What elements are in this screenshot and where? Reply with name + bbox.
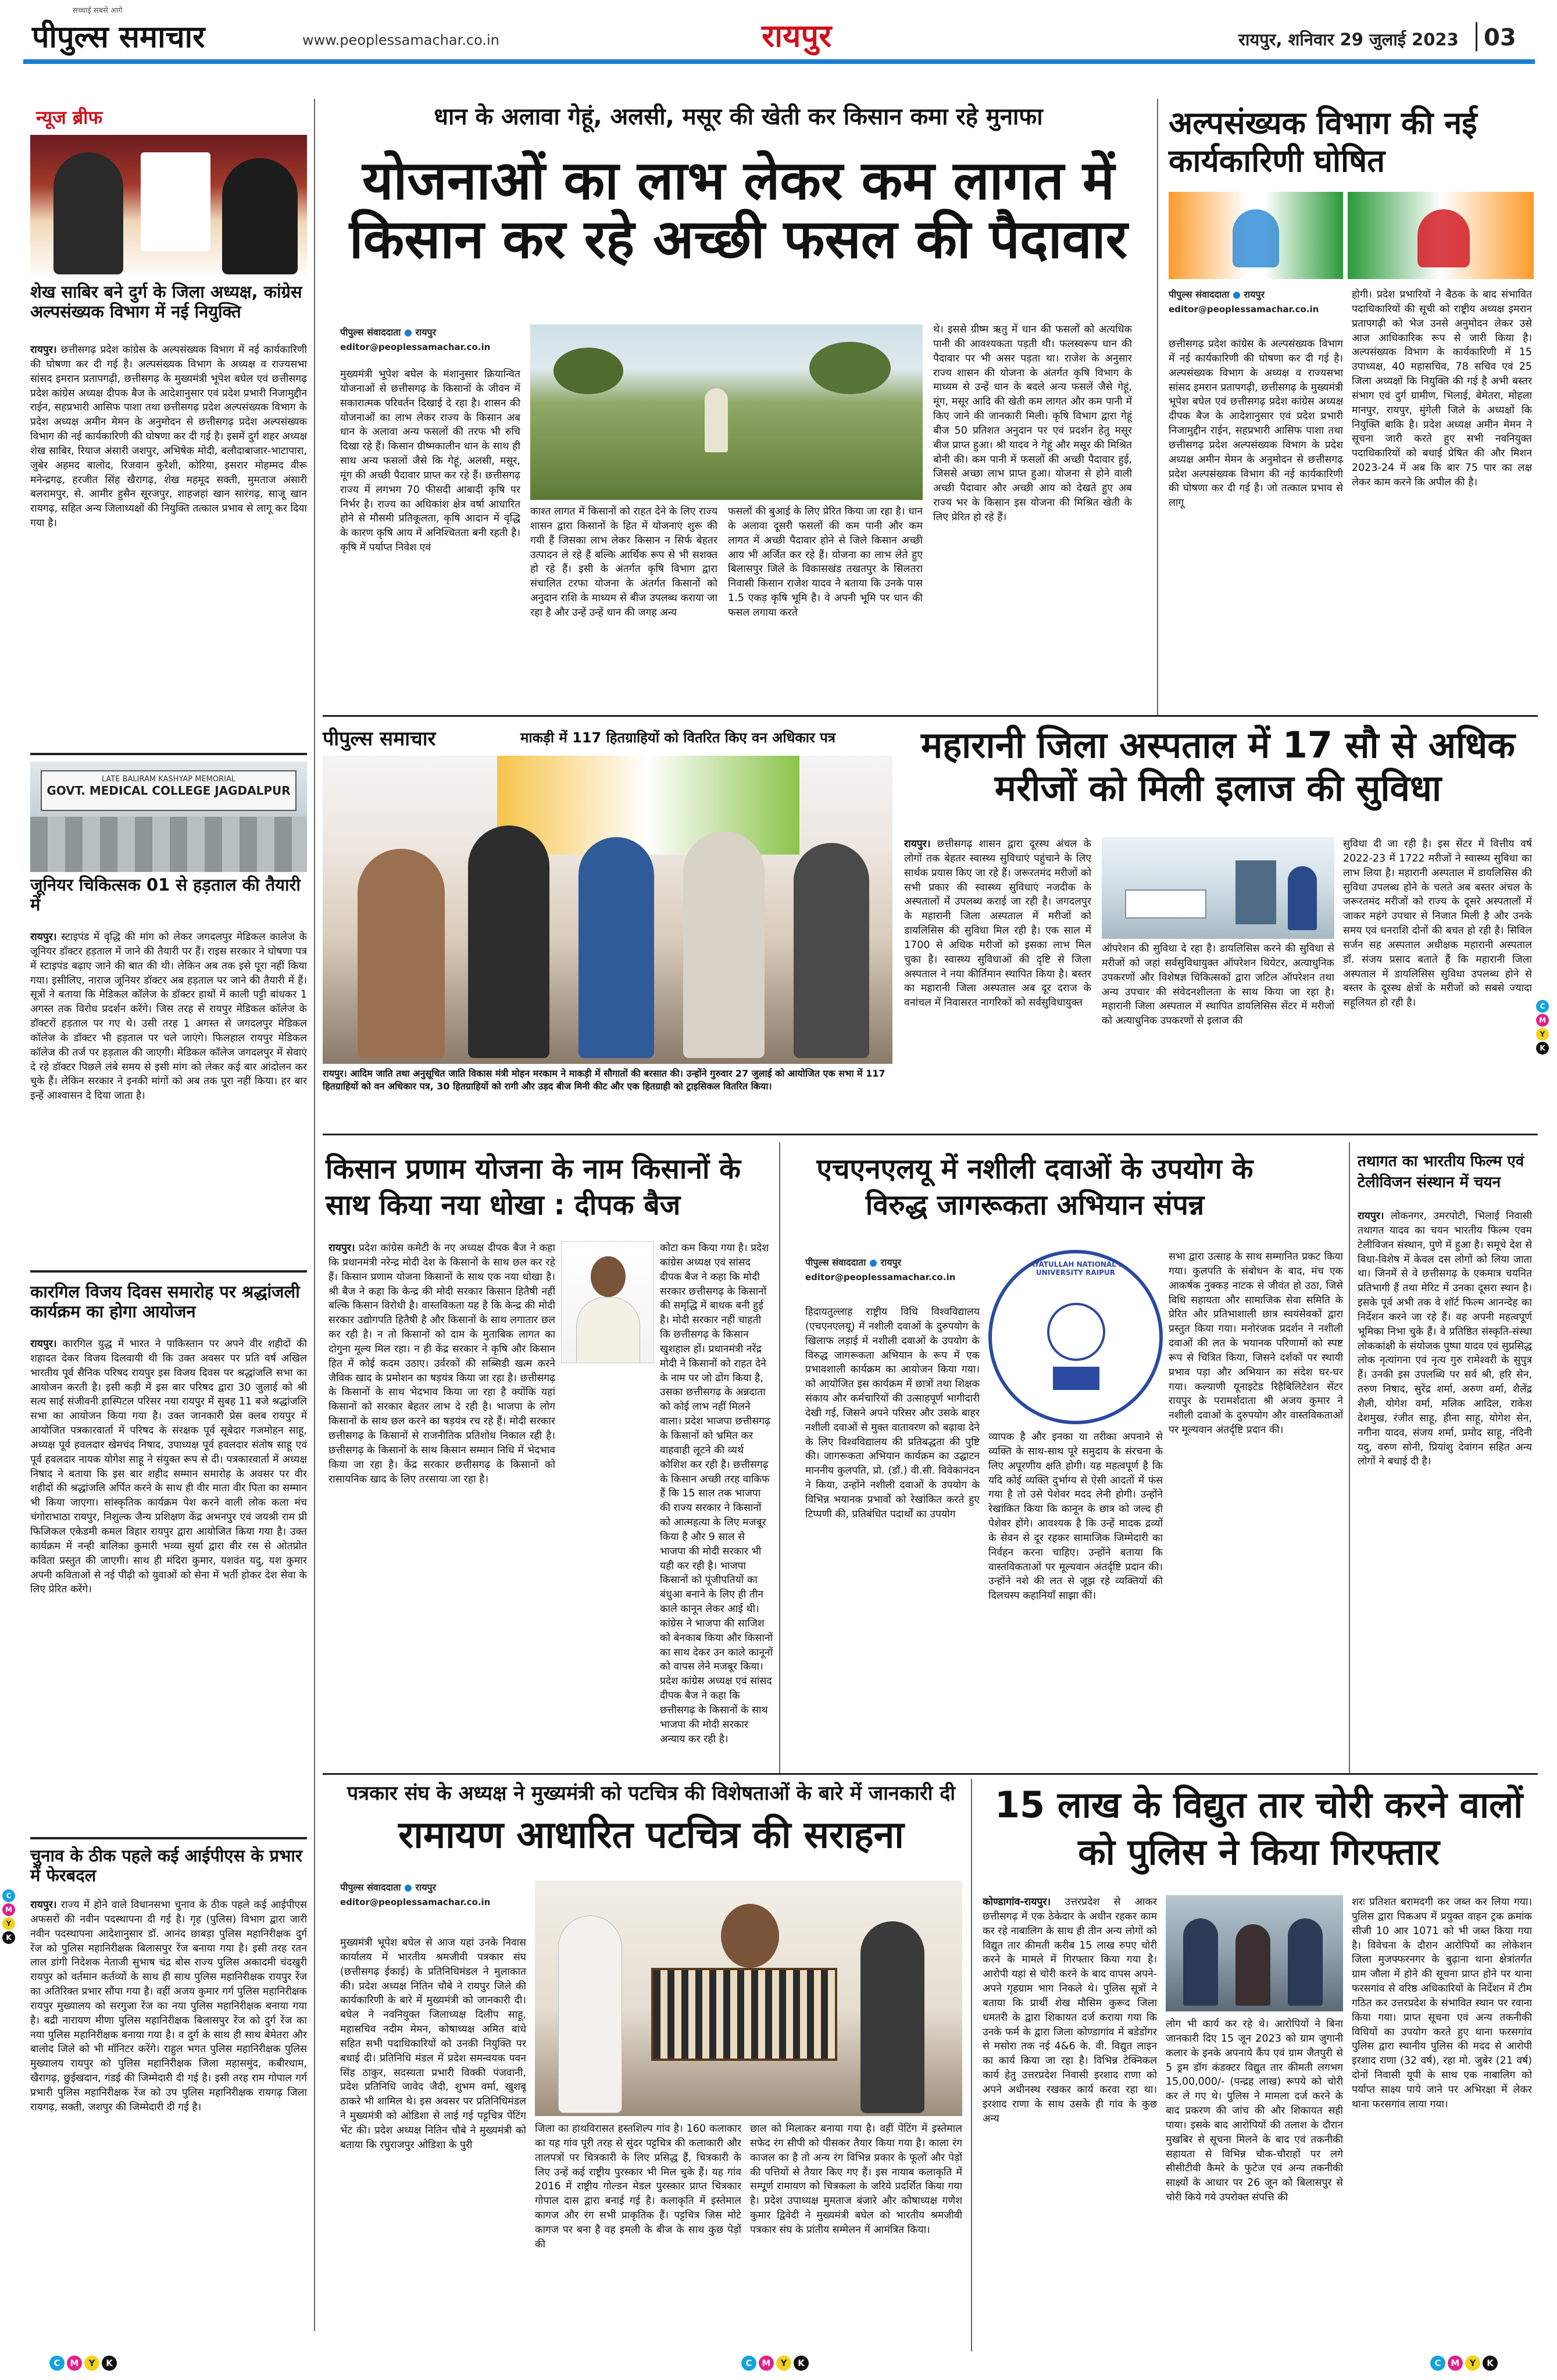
theft-col1 (983, 1895, 1157, 2343)
column-rule (1157, 99, 1158, 715)
nlu-headline: एचएनएलयू में नशीली दवाओं के उपयोग के विरुद्ध जागरूकता अभियान संपन्न (816, 1153, 1254, 1222)
cmyk-m: M (1536, 1014, 1549, 1027)
minority-photo (1169, 192, 1343, 279)
bed-shape (1125, 889, 1206, 919)
hospital-col1 (904, 837, 1091, 1128)
cmyk-k: K (1483, 2356, 1498, 2371)
lead-col4: थे। इससे ग्रीष्म ऋतु में धान की फसलों को अत्यधिक पानी की आवश्यकता पड़ती थी। फलस्वरूप धान की पैदावार पर भी असर पड़ता था। राजेश के अनुसार राज्य शासन की योजना के अंतर्गत कृषि विभाग के माध्यम से उन्हें धान के बदले अन्य फसलें जैसे गेहूं, मूंग, मसूर आदि की खेती कम लागत और कम पानी में किए जाने की जानकारी मिली। कृषि विभाग द्वारा गेहूं बीज 50 प्रतिशत अनुदान पर एवं प्रदर्शन हेतु मसूर बीज प्राप्त हुआ। श्री यादव ने गेहूं और मसूर की मिश्रित बोनी की। कम पानी में फसलों की अच्छी पैदावार हुई, जिससे अच्छा लाभ प्राप्त हुआ। योजना से होने वाली अच्छी पैदावार और अच्छी आय को देखते हुए अब राज्य भर के किसान इस योजना की मिश्रित खेती के लिए प्रेरित हो रहे हैं। (933, 324, 1132, 523)
cmyk-marks-bottom-1 (49, 2356, 117, 2371)
logo-tagline: सच्चाई सबसे आगे (73, 6, 123, 15)
brief1-headline: शेख साबिर बने दुर्ग के जिला अध्यक्ष, कांग्रेस अल्पसंख्यक विभाग में नई नियुक्ति (30, 282, 302, 322)
issue-date: रायपुर, शनिवार 29 जुलाई 2023 (1238, 30, 1459, 49)
brief3-dateline: रायपुर। (30, 1338, 57, 1350)
brief1-photo (30, 135, 307, 279)
hospital-col3: सुविधा दी जा रही है। इस सेंटर में वित्तीय वर्ष 2022-23 में 1722 मरीजों ने स्वास्थ्य सुविधा का लाभ लिया है। महारानी अस्पताल में डायलिसिस की सुविधा उपलब्ध होने के चलते अब बस्तर अंचल के जरूरतमंद मरीजों को राज्य के दूसरे अस्पतालों में जाकर महंगे उपचार से निजात मिली है और उनके समय एवं धनराशि दोनों की बचत हो रही है। सिविल सर्जन सह अस्पताल अधीक्षक महारानी अस्पताल डॉ. संजय प्रसाद बताते हैं कि महारानी जिला अस्पताल में डायलिसिस सुविधा उपलब्ध होने से बस्तर के दूरस्थ क्षेत्रों के मरीजों को सबसे ज्यादा सहूलियत हो रही है। (1343, 838, 1532, 1009)
person-silhouette-icon (721, 1904, 779, 1968)
masthead-rule (23, 59, 1535, 64)
person-silhouette-icon (53, 152, 123, 274)
person-silhouette-icon (794, 843, 869, 1058)
lead-col1: मुख्यमंत्री भूपेश बघेल के मंशानुसार क्रियान्वित योजनाओं से छत्तीसगढ़ के किसानों के जीवन में सकारात्मक परिवर्तन दिखाई दे रहा है। शासन की योजनाओं का लाभ लेकर राज्य के किसान अब धान के अलावा अन्य फसलों की तरफ भी रुचि दिखा रहे हैं। किसान ग्रीष्मकालीन धान के साथ ही साथ अन्य फसलों जैसे कि गेहूं, अलसी, मसूर, मूंग की अच्छी पैदावार प्राप्त कर रहे हैं। छत्तीसगढ़ राज्य में लगभग 70 फीसदी आबादी कृषि पर निर्भर है। राज्य का अधिकांश क्षेत्र वर्षा आधारित होने से मौसमी प्रतिकूलता, कृषि आदान में वृद्धि के कारण कृषि आय में अनिश्चितता बनी रहती है। कृषि में पर्याप्त निवेश एवं (340, 369, 520, 554)
person-silhouette-icon (1288, 866, 1317, 930)
scales-icon (1047, 1303, 1105, 1361)
brief-divider (30, 1837, 307, 1839)
page-number: 03 (1484, 24, 1516, 51)
cmyk-y: Y (776, 2356, 791, 2371)
hospital-dateline: रायपुर। (904, 838, 931, 850)
kisan-dateline: रायपुर। (328, 1242, 355, 1254)
cmyk-marks-bottom-2 (741, 2356, 809, 2371)
news-brief-label: न्यूज ब्रीफ (36, 106, 103, 128)
ramayan-col2: जिला का हाथविरासत हस्तशिल्प गांव है। 160 कलाकार का यह गांव पूरी तरह से सुंदर पट्टचित्र की कलाकारी और तालपत्रों पर चित्रकारी के लिए प्रसिद्ध हैं, चित्रकारी के लिए उन्हें कई राष्ट्रीय पुरस्कार भी मिल चुके हैं। यह गांव 2016 में राष्ट्रीय गोल्डन मेडल पुरस्कार प्राप्त चित्रकार गोपाल दास द्वारा बनाई गई है। कलाकृति में इस्तेमाल कागज और रंग सभी प्राकृतिक हैं। पट्टचित्र जिस मोटे कागज पर बना है वह इमली के बीज के साथ कुछ पेड़ों की (535, 2123, 741, 2250)
minority-col2: होगी। प्रदेश प्रभारियों ने बैठक के बाद संभावित पदाधिकारियों की सूची को राष्ट्रीय अध्यक्ष इमरान प्रतापगढ़ी को भेज उनसे अनुमोदन लेकर उसे आज आधिकारिक रूप से जारी किया है। अल्पसंख्यक विभाग के कार्यकारिणी में 15 उपाध्यक्ष, 40 महासचिव, 78 सचिव एवं 25 जिला अध्यक्षों कि नियुक्ति की गई है अभी बस्तर संभाग एवं दुर्ग ग्रामीण, भिलाई, बेमेतरा, मोहला मानपुर, रायपुर, मुंगेली जिले के अध्यक्षों कि नियुक्ति बाकि है। प्रदेश अध्यक्ष अमीन मेमन ने सूचना जारी करते हुए सभी नवनियुक्त पदाधिकारियों को बधाई प्रेषित की और मिशन 2023-24 में अब कि बार 75 पार का लक्ष लेकर काम करने कि अपील की है। (1352, 289, 1532, 488)
cmyk-y: Y (84, 2356, 99, 2371)
hospital-col2: ऑपरेशन की सुविधा दे रहा है। डायलिसिस करने की सुविधा से मरीजों को जहां सर्वसुविधायुक्त ऑपरेशन थियेटर, अत्याधुनिक उपकरणों और विशेषज्ञ चिकित्सकों द्वारा जटिल ऑपरेशन तथा अन्य उपचार की संवेदनशीलता के साथ किया जा रहा है। महारानी जिला अस्पताल में स्थापित डायलिसिस सेंटर में मरीजों को अत्याधुनिक उपकरणों से इलाज की (1102, 943, 1334, 1027)
nlu-logo (988, 1250, 1163, 1424)
nlu-logo-text: HIDAYATULLAH NATIONAL LAW UNIVERSITY RAIPUR (1015, 1260, 1136, 1277)
cmyk-marks-left (2, 1889, 15, 1944)
cmyk-m: M (67, 2356, 82, 2371)
brief1-text: छत्तीसगढ़ प्रदेश कांग्रेस के अल्पसंख्यक विभाग में नई कार्यकारिणी की घोषणा कर दी गई है। अल्पसंख्यक विभाग के अध्यक्ष व राज्यसभा सांसद इमरान प्रतापगढ़ी, छत्तीसगढ़ के मुख्यमंत्री भूपेश बघेल एवं छत्तीसगढ़ प्रदेश कांग्रेस अध्यक्ष दीपक बैज के आदेशानुसार एवं प्रदेश प्रभारी निजामुद्दीन राईन, सहप्रभारी आसिफ पाशा तथा छत्तीसगढ़ प्रदेश अल्पसंख्यक विभाग के प्रदेश अध्यक्ष अमीन मेमन के अनुमोदन से छत्तीसगढ़ प्रदेश अल्पसंख्यक विभाग की नई कार्यकारिणी की घोषणा कर दी गई है। इसमें दुर्ग शहर अध्यक्ष शेख साबिर, रियाज अंसारी जशपुर, अभिषेक मोदी, बलौदाबाजार-भाटापारा, जुबेर अहमद बालोद, रिजवान कुरैशी, कोरिया, इसरार मोहम्मद वीरू मनेन्द्रगढ़, हरजीत सिंह खैरागढ़, शेख महमूद सक्ती, मुमताज अंसारी बलरामपुर, से. आमीर हुसैन सूरजपुर, शाहजहां खान सारंगढ़, साजू खान रायगढ़, सहित अन्य जिलाध्यक्षों की नियुक्ति तत्काल प्रभाव से लागू कर दिया गया है। (30, 344, 307, 530)
tree-shape (553, 348, 623, 394)
ramayan-photo (535, 1881, 962, 2116)
column-rule (1349, 1142, 1350, 1773)
section-rule (323, 1773, 1538, 1775)
theft-headline: 15 लाख के विद्युत तार चोरी करने वालों को पुलिस ने किया गिरफ्तार (994, 1784, 1523, 1873)
film-dateline: रायपुर। (1358, 1210, 1384, 1222)
brief3-text: कारगिल युद्ध में भारत ने पाकिस्तान पर अपने वीर शहीदों की शहादत देकर विजय दिलवायी थी कि उक्त अवसर पर प्रति वर्ष अखिल भारतीय पूर्व सैनिक परिषद रायपुर इस विजय दिवस पर श्रद्धांजलि सभा का आयोजन करती है। इसी कड़ी में इस बार परिषद द्वारा 30 जुलाई को श्री सत्य साई संजीवनी हास्पिटल परिसर नया रायपुर में सुबह 11 बजे श्रद्धांजलि सभा का आयोजन किया गया है। उक्त जानकारी प्रेस क्लब रायपुर में आयोजित पत्रकारवार्ता में परिषद के संरक्षक पूर्व सूबेदार गजमोहन साहू, अध्यक्ष पूर्व हवलदार खेमचंद निषाद, उपाध्यक्ष पूर्व हवलदार संतोष साहू एवं पूर्व हवलदार नायक योगेश साहू ने संयुक्त रूप से दी। पत्रकारवार्ता में अध्यक्ष निषाद ने बताया कि इस बार शहीद सम्मान समारोह के अवसर पर वीर शहीदों की श्रद्धांजलि अर्पित करने के साथ ही वीर माता वीर पिता का सम्मान भी किया जाएगा। सांस्कृतिक कार्यक्रम पेश करने वाली लोक कला मंच चंगोराभाठा रायपुर, निशुल्क जैन्य प्रशिक्षण केंद्र अभनपुर एवं जयश्री राम प्री फिजिकल एकेडमी कमल विहार रायपुर द्वारा आयोजित किया गया है। उक्त कार्यक्रम में नन्ही बालिका कुमारी भव्या सुर्या द्वारा वीर रस से ओतप्रोत कविता प्रस्तुत की जाएगी। साथ ही मंदिरा कुमार, यशवंत यदु, यश कुमार अपनी कविताओं से नई पीढ़ी को युवाओं को सेना में भर्ती होकर देश सेवा के लिए प्रेरित करेंगे। (30, 1338, 307, 1596)
cmyk-k: K (2, 1931, 15, 1944)
minority-col1: छत्तीसगढ़ प्रदेश कांग्रेस के अल्पसंख्यक विभाग में नई कार्यकारिणी की घोषणा कर दी गई है। अल्पसंख्यक विभाग के अध्यक्ष व राज्यसभा सांसद इमरान प्रतापगढ़ी, छत्तीसगढ़ के मुख्यमंत्री भूपेश बघेल एवं छत्तीसगढ़ प्रदेश कांग्रेस अध्यक्ष दीपक बैज के आदेशानुसार एवं प्रदेश प्रभारी निजामुद्दीन राईन, सहप्रभारी आसिफ पाशा तथा छत्तीसगढ़ प्रदेश अल्पसंख्यक विभाग के प्रदेश अध्यक्ष अमीन मेमन के अनुमोदन से छत्तीसगढ़ प्रदेश अल्पसंख्यक विभाग की नई कार्यकारिणी की घोषणा कर दी गई है। जो तत्काल प्रभाव से लागू (1169, 338, 1343, 509)
cmyk-c: C (741, 2356, 756, 2371)
lead-col2: काश्त लागत में किसानों को राहत देने के लिए राज्य शासन द्वारा किसानों के हित में योजनाएं शुरू की गयी हैं जिसका लाभ लेकर किसान न सिर्फ बेहतर उत्पादन ले रहे हैं बल्कि आर्थिक रूप से भी सशक्त हो रहे हैं। इसी के अंतर्गत कृषि विभाग द्वारा संचालित टरफा योजना के अंतर्गत किसानों को अनुदान राशि के माध्यम से बीज उपलब्ध कराया जा रहा है और उन्हें उन्हें धान की जगह अन्य (530, 506, 717, 619)
brief1-dateline: रायपुर। (30, 344, 57, 356)
cmyk-c: C (49, 2356, 65, 2371)
minority-photo-2 (1348, 192, 1534, 279)
kisan-portrait (561, 1241, 654, 1363)
brief4-body (30, 1898, 307, 2322)
theft-text: उत्तरप्रदेश से आकर छत्तीसगढ़ में एक ठेकेदार के अधीन रहकर काम कर रहे नाबालिग के साथ ही तीन अन्य लोगों को विद्युत तार कीमती करीब 15 लाख रुपए चोरी करने के मामले में गिरफ्तार किया गया है। आरोपी यहां से चोरी करने के बाद वापस अपने-अपने गृहग्राम भाग निकले थे। पुलिस सूत्रों ने बताया कि प्रार्थी शेख मौसिम कुरूद जिला धमतरी के द्वारा शिकायत दर्ज कराया गया कि उनके फर्म के द्वारा जिला कोण्डागांव में बडेडोंगर से मसोरा तक नई 4&6 के. वी. विद्युत लाइन का कार्य किया जा रहा है। विभिन्न टेक्निकल कार्य हेतु उत्तरप्रदेश निवासी इरशाद राणा को अपने अधीनस्थ रखकर कार्य करवा रहा था। इरशाद राणा के साथ उसके ही गांव के कुछ अन्य (983, 1896, 1157, 2125)
brief2-photo (30, 762, 307, 872)
cmyk-c: C (2, 1889, 15, 1902)
theft-photo (1166, 1895, 1343, 2011)
cmyk-marks-bottom-3 (1430, 2356, 1498, 2371)
person-silhouette-icon (683, 831, 765, 1058)
person-silhouette-icon (222, 158, 298, 274)
brief2-body (30, 930, 307, 1267)
college-sign-line2: GOVT. MEDICAL COLLEGE JAGDALPUR (47, 784, 291, 798)
kisan-col2: कोटा कम किया गया है। प्रदेश कांग्रेस अध्यक्ष एवं सांसद दीपक बैज ने कहा कि मोदी सरकार छत्तीसगढ़ के किसानों की समृद्धि में बाधक बनी हुई है। मोदी सरकार नहीं चाहती कि छत्तीसगढ़ के किसान खुशहाल हों। प्रधानमंत्री नरेंद्र मोदी ने किसानों को राहत देने के नाम पर जो ढोंग किया है, उसका छत्तीसगढ़ के अन्नदाता को कोई लाभ नहीं मिलने वाला। प्रदेश भाजपा छत्तीसगढ़ के किसानों को भ्रमित कर वाहवाही लूटने की व्यर्थ कोशिश कर रही है। छत्तीसगढ़ के किसान अच्छी तरह वाकिफ हैं कि 15 साल तक भाजपा की राज्य सरकार ने किसानों को आत्महत्या के लिए मजबूर किया है और 9 साल से भाजपा की मोदी सरकार भी यही कर रही है। भाजपा किसानों को पूंजीपतियों का बंधुआ बनाने के लिए ही तीन काले कानून लेकर आई थी। कांग्रेस ने भाजपा की साजिश को बेनकाब किया और किसानों का साथ देकर उन काले कानूनों को वापस लेने मजबूर किया। प्रदेश कांग्रेस अध्यक्ष एवं सांसद दीपक बैज ने कहा कि छत्तीसगढ़ के किसानों के साथ भाजपा की मोदी सरकार अन्याय कर रही है। (660, 1242, 773, 1745)
brief-divider (30, 1270, 307, 1273)
column-rule (779, 1142, 780, 1773)
kisan-col1 (328, 1241, 555, 1767)
masthead-divider (1476, 22, 1477, 51)
hospital-headline: महारानी जिला अस्पताल में 17 सौ से अधिक मरीजों को मिली इलाज की सुविधा (921, 724, 1515, 810)
person-silhouette-icon (1288, 1918, 1323, 2006)
city-name: रायपुर (762, 17, 832, 54)
kisan-text: प्रदेश कांग्रेस कमेटी के नए अध्यक्ष दीपक बैज ने कहा कि प्रधानमंत्री नरेन्द्र मोदी देश के किसानों के साथ छल कर रहे हैं। किसान प्रणाम योजना किसानों के साथ एक नया धोखा है। श्री बैज ने कहा कि केन्द्र की मोदी सरकार किसान हितैषी नहीं बल्कि किसान विरोधी है। वास्तविकता यह है कि केन्द्र की मोदी सरकार उद्योगपति हितैषी है और किसानों के साथ लगातार छल कर रही है। न तो किसानों को दाम के मुताबिक लागत का दोगुना मूल्य मिल रहा। न ही केंद्र सरकार ने कृषि और किसान हित में कोई कदम उठाए। उर्वरकों की सब्सिडी खत्म करने जैविक खाद के प्रमोशन का षड़यंत्र किया जा रहा है। छत्तीसगढ़ के किसानों के साथ भेदभाव किया जा रहा है क्योंकि यहां किसानों को सरकार बेहतर लाभ दे रही है। भाजपा के लोग किसानों के साथ छल करने का षड़यंत्र रच रहे हैं। मोदी सरकार छत्तीसगढ़ के किसानों से राजनीतिक प्रतिशोध निकाल रही है। छत्तीसगढ़ के किसानों के साथ किसान सम्मान निधि में भेदभाव किया जा रहा है। केंद्र सरकार छत्तीसगढ़ के किसानों को रासायनिक खाद के लिए तरसाया जा रहा है। (328, 1242, 555, 1485)
person-silhouette-icon (558, 1916, 622, 2113)
nlu-byline (805, 1256, 997, 1282)
college-sign (41, 770, 297, 811)
column-rule (971, 1779, 972, 2352)
lead-col3: फसलों की बुआई के लिए प्रेरित किया जा रहा है। धान के अलावा दूसरी फसलों की कम पानी और कम लागत में अच्छी पैदावार होने से जिले किसान अच्छी आय भी अर्जित कर रहे हैं। योजना का लाभ लेते हुए बिलासपुर जिले के विकासखंड तखतपुर के सिलतरा निवासी किसान राजेश यादव ने बताया कि उनके पास 1.5 एकड़ कृषि भूमि है। वे अपनी भूमि पर धान की फसल लगाया करते (728, 506, 923, 619)
byline-email[interactable]: editor@peoplessamachar.co.in (1169, 304, 1319, 315)
cmyk-k: K (1536, 1042, 1549, 1055)
person-silhouette-icon (468, 826, 549, 1058)
strip-header (323, 722, 892, 751)
logo-text: पीपुल्स समाचार (32, 20, 205, 55)
hospital-photo (1102, 837, 1334, 939)
strip-logo: पीपुल्स समाचार (323, 727, 436, 751)
person-silhouette-icon (358, 849, 445, 1058)
cmyk-marks-right (1536, 1000, 1549, 1055)
byline: पीपुल्स संवाददाता ● रायपुर (805, 1257, 902, 1268)
byline: पीपुल्स संवाददाता ● रायपुर (1169, 289, 1265, 300)
section-rule (323, 1134, 1538, 1135)
brief4-headline: चुनाव के ठीक पहले कई आईपीएस के प्रभार में फेरबदल (30, 1846, 302, 1886)
person-silhouette-icon (1235, 1924, 1270, 2006)
film-headline: तथागत का भारतीय फिल्म एवं टेलीविजन संस्थान में चयन (1358, 1153, 1524, 1192)
farmer-figure (705, 388, 728, 452)
tree-shape (809, 342, 891, 394)
brief2-dateline: रायपुर। (30, 931, 57, 943)
banner-shape (497, 756, 799, 855)
brief2-text: स्टाइपंड में वृद्धि की मांग को लेकर जगदलपुर मेडिकल कालेज के जूनियर डॉक्टर हड़ताल में जाने की तैयारी पर हैं। राइस सरकार ने घोषणा पत्र में स्टाइपंड बढ़ाए जाने की बात की थी। लेकिन अब तक इसे पूरा नहीं किया गया। इसीलिए, नाराज जूनियर डॉक्टर अब हड़ताल पर जाने की तैयारी में हैं। सूत्रों ने बताया कि मेडिकल कॉलेज के डॉक्टर हाथों में काली पट्टी बांधकर 1 अगस्त तक विरोध प्रदर्शन करेंगे। जिस तरह से रायपुर मेडिकल कॉलेज के डॉक्टरों हड़ताल पर गए थे। उसी तरह 1 अगस्त से जगदलपुर मेडिकल कॉलेज के डॉक्टर भी हड़ताल पर चले जाएंगे। फिलहाल रायपुर मेडिकल कॉलेज की तर्ज पर हड़ताल की जाएगी। मेडिकल कॉलेज जगदलपुर में सेवाएं दे रहे डॉक्टर पिछले लंबे समय से इसी मांग को लेकर कई बार आंदोलन कर चुके हैं। लेकिन सरकार ने इनकी मांगों को अब तक पूरा नहीं किया। हर बार इन्हें आश्वासन दे दिया जाता है। (30, 931, 307, 1102)
brief-divider (30, 753, 307, 755)
cmyk-y: Y (1536, 1028, 1549, 1041)
ramayan-headline: रामायण आधारित पटचित्र की सराहना (398, 1814, 904, 1857)
strip-photo (323, 756, 892, 1064)
site-url[interactable]: www.peoplessamachar.co.in (302, 32, 499, 48)
ramayan-kicker: पत्रकार संघ के अध्यक्ष ने मुख्यमंत्री को पटचित्र की विशेषताओं के बारे में जानकारी दी (347, 1782, 956, 1805)
banner-shape (141, 152, 210, 251)
person-body (576, 1297, 640, 1363)
brief4-text: राज्य में होने वाले विधानसभा चुनाव के ठीक पहले कई आईपीएस अफसरों की नवीन पदस्थापना दी गई है। गृह (पुलिस) विभाग द्वारा जारी नवीन पदस्थापना आदेशानुसार डॉ. आनंद छाबड़ा पुलिस महानिरीक्षक दुर्ग रेंज को पुलिस महानिरीक्षक बिलासपुर रेंज बनाया गया है। इसी तरह रतन लाल डांगी निदेशक नेताजी सुभाष चंद्र बोस राज्य पुलिस अकादमी चंदखुरी रायपुर को वर्तमान कर्तव्यों के साथ ही साथ पुलिस महानिरीक्षक रायपुर रेंज का अतिरिक्त प्रभार सौंपा गया है। वहीं अजय कुमार गर्ग पुलिस महानिरीक्षक रायपुर मुख्यालय को सरगुजा रेंज का नया पुलिस महानिरीक्षक बनाया गया है। बद्री नारायण मीणा पुलिस महानिरीक्षक बिलासपुर रेंज को दुर्ग रेंज का नया पुलिस महानिरीक्षक बनाया गया है। व दुर्ग के साथ ही साथ बेमेतरा और बालोद जिले को भी मॉनिटर करेंगे। राहुल भगत पुलिस महानिरीक्षक पुलिस मुख्यालय रायपुर को पुलिस महानिरीक्षक जिला महासमुंद, कबीरधाम, खैरागढ़, छुईखदान, गंडई की जिम्मेदारी दी गई है। इसी तरह राम गोपाल गर्ग प्रभारी पुलिस महानिरीक्षक रेंज को उप पुलिस महानिरीक्षक रायगढ़ जिला रायगढ़, सक्ती, जशपुर की जिम्मेदारी दी गई है। (30, 1899, 307, 2113)
cmyk-k: K (102, 2356, 117, 2371)
hand-symbol-icon (1417, 209, 1470, 267)
ramayan-byline (340, 1881, 532, 1907)
ramayan-col1: मुख्यमंत्री भूपेश बघेल से आज यहां उनके निवास कार्यालय में भारतीय श्रमजीवी पत्रकार संघ (छत्तीसगढ़ ईकाई) के प्रतिनिधिमंडल ने मुलाकात की। प्रदेश अध्यक्ष नितिन चौबे ने रायपुर जिले की कार्यकारिणी के बारे में मुख्यमंत्री को जानकारी दी। बघेल ने नवनियुक्त जिलाध्यक्ष दिलीप साहू, महासचिव नदीम मेमन, कोषाध्यक्ष अमित बांधे सहित सभी पदाधिकारियों को उनकी नियुक्ति पर बधाई दी। प्रतिनिधि मंडल में प्रदेश समन्वयक पवन सिंह ठाकुर, सदस्यता प्रभारी विक्की पंजवानी, प्रदेश प्रतिनिधि जावेद जैदी, शुभम वर्मा, खुशबू ठाकरे भी शामिल थे। इस अवसर पर प्रतिनिधिमंडल ने मुख्यमंत्री को ओडिशा से लाई गई पट्टचित्र पेंटिंग भेंट की। प्रदेश अध्यक्ष नितिन चौबे ने मुख्यमंत्री को बताया कि रघुराजपुर ओडिशा के पुरी (340, 1937, 526, 2151)
section-rule (323, 715, 1538, 717)
person-silhouette-icon (578, 837, 654, 1058)
painting-shape (651, 1968, 837, 2061)
theft-col3: शरः प्रतिशत बरामदगी कर जब्त कर लिया गया। पुलिस द्वारा पिकअप में प्रयुक्त वाहन ट्रक क्रमांक सीजी 10 आर 1071 को भी जब्त किया गया है। विवेचना के दौरान आरोपियों का लोकेशन जिला मुजफ्फरनगर के बुढ़ाना थाना क्षेत्रांतर्गत ग्राम जौला में होने की सूचना प्राप्त होने पर थाना फरसगांव से वरिष्ठ अधिकारियों के निर्देशन में टीम गठित कर उत्तरप्रदेश के संभावित स्थान पर रवाना किया गया। प्राप्त सूचना एवं अन्य तकनीकी विधियों का उपयोग करते हुए थाना फरसगांव पुलिस द्वारा स्थानीय पुलिस की मदद से आरोपी इरशाद राणा (32 वर्ष), रहा मो. जुबेर (21 वर्ष) दोनों निवासी यूपी के साथ एक नाबालिग को पर्याप्त साक्ष्य पाये जाने पर अभिरक्षा में लेकर थाना फरसगांव लाया गया। (1352, 1896, 1532, 2110)
film-body (1358, 1209, 1532, 1767)
brief2-headline: जूनियर चिकित्सक 01 से हड़ताल की तैयारी में (30, 875, 301, 915)
nlu-col1: हिदायतुल्लाह राष्ट्रीय विधि विश्वविद्यालय (एचएनएलयू) में नशीली दवाओं के दुरुपयोग के खिलाफ लड़ाई में नशीली दवाओं के उपयोग के विरुद्ध जागरूकता अभियान के रूप में एक प्रभावशाली कार्यक्रम का आयोजन किया गया। को आयोजित इस कार्यक्रम में छात्रों तथा शिक्षक संकाय और कर्मचारियों की उत्साहपूर्ण भागीदारी देखी गई, जिसने अपने परिसर और उसके बाहर नशीली दवाओं से मुक्त वातावरण को बढ़ावा देने के लिए विश्वविद्यालय की प्रतिबद्धता की पुष्टि की। जागरूकता अभियान कार्यक्रम का उद्घाटन माननीय कुलपति, प्रो. (डॉ.) वी.सी. विवेकानंदन ने किया, उन्होंने नशीली दवाओं के उपयोग के विभिन्न भयानक प्रभावों को रेखांकित करते हुए टिप्पणी की, प्रतिबंधित पदार्थों का उपयोग (805, 1306, 980, 1520)
cmyk-m: M (1448, 2356, 1463, 2371)
byline-email[interactable]: editor@peoplessamachar.co.in (340, 1897, 491, 1907)
lead-headline: योजनाओं का लाभ लेकर कम लागत में किसान कर रहे अच्छी फसल की पैदावार (349, 149, 1128, 271)
strip-caption: रायपुर। आदिम जाति तथा अनुसूचित जाति विकास मंत्री मोहन मरकाम ने माकड़ी में सौगातों की बरसात की। उन्होंने गुरुवार 27 जुलाई को आयोजित एक सभा में 117 हितग्राहियों को वन अधिकार पत्र, 30 हितग्राहियों को रागी और उड़द बीज मिनी कीट और एक हितग्राही को ट्राइसिकल वितरित किया। (323, 1068, 885, 1092)
brief1-body (30, 343, 307, 750)
ramayan-col3: छाल को मिलाकर बनाया गया है। वहीं पेंटिंग में इस्तेमाल सफेद रंग सीपी को पीसकर तैयार किया गया है। काला रंग काजल का है तो अन्य रंग विभिन्न प्रकार के फूलों और पेड़ों की पत्तियों से तैयार किए गए हैं। इस नायाब कलाकृति में सम्पूर्ण रामायण को चित्रकला के जरिये प्रदर्शित किया गया है। प्रदेश उपाध्यक्ष मुमताज बंजारे और कोषाध्यक्ष गणेश कुमार द्विवेदी ने मुख्यमंत्री बघेल को भारतीय श्रमजीवी पत्रकार संघ के प्रांतीय सम्मेलन में आमंत्रित किया। (750, 2123, 962, 2236)
nlu-col2: व्यापक है और इनका या तरीका अपनाने से व्यक्ति के साथ-साथ पूरे समुदाय के संरचना के लिए अपूरणीय क्षति होगी। यह महत्वपूर्ण है कि यदि कोई व्यक्ति दुर्भाग्य से ऐसी आदतों में फंस गया है तो उसे पेशेवर मदद लेनी होगी। उन्होंने रेखांकित किया कि कानून के छात्र को जल्द ही पेशेवर होंगे। आवश्यक है कि उन्हें मादक द्रव्यों के सेवन से दूर रहकर सामाजिक जिम्मेदारी का निर्वहन करना चाहिए। उन्होंने बताया कि वास्तविकताओं पर मूल्यवान अंतर्दृष्टि प्रदान की। उन्होंने नशे की लत से जूझ रहे व्यक्तियों की दिलचस्प कहानियाँ साझा कीं। (988, 1431, 1163, 1602)
hospital-text: छत्तीसगढ़ शासन द्वारा दूरस्थ अंचल के लोगों तक बेहतर स्वास्थ्य सुविधाएं पहुंचाने के लिए सार्थक प्रयास किए जा रहे हैं। जरूरतमंद मरीजों को सभी प्रकार की स्वास्थ्य सुविधाएं नजदीक के अस्पतालों में उपलब्ध कराई जा रही है। जगदलपुर के महारानी जिला अस्पताल में मरीजों को डायलिसिस की सुविधा मिल रही है। एक साल में 1700 से अधिक मरीजों को इसका लाभ मिल चुका है। स्वास्थ्य सुविधाओं की दृष्टि से जिला अस्पताल ने नया कीर्तिमान स्थापित किया है। बस्तर का महारानी जिला अस्पताल अब दूर दराज के वनांचल में निवासरत नागरिकों को सर्वसुविधायुक्त (904, 838, 1091, 1009)
cmyk-c: C (1536, 1000, 1549, 1013)
lead-photo (530, 324, 923, 500)
kisan-headline: किसान प्रणाम योजना के नाम किसानों के साथ किया नया धोखा : दीपक बैज (326, 1153, 741, 1222)
cmyk-m: M (759, 2356, 774, 2371)
brief4-dateline: रायपुर। (30, 1899, 57, 1911)
strip-title: माकड़ी में 117 हितग्राहियों को वितरित किए वन अधिकार पत्र (520, 730, 836, 746)
cmyk-y: Y (2, 1917, 15, 1930)
byline-email[interactable]: editor@peoplessamachar.co.in (805, 1272, 956, 1282)
masthead-logo (32, 6, 299, 55)
cmyk-c: C (1430, 2356, 1445, 2371)
cmyk-y: Y (1465, 2356, 1480, 2371)
person-head (591, 1256, 626, 1297)
film-text: लोकनगर, उमरपोटी, भिलाई निवासी तथागत यादव का चयन भारतीय फिल्म एवम टेलीविजन संस्थान, पुणे में हुआ है। समूचे देश से विधा-विशेष में केवल दस लोगों को लिया जाता था। जिनमें से वे छत्तीसगढ़ के एकमात्र चयनित प्रतिभागी हैं तथा मेरिट में उनका दूसरा स्थान है। इसके पूर्व अभी तक वे शॉर्ट फिल्म आनन्देह का निर्देशन करने जा रहे हैं। वह अपनी महत्वपूर्ण भूमिका निभा चुके हैं। वे प्रतिष्ठित संस्कृति-संस्था लोककांक्षी के संयोजक पुष्पा यादव एवं सुप्रसिद्ध लोक नृत्यांगना एवं नृत्य गुरु रामेश्वरी के सुपुत्र हैं। उनकी इस उपलब्धि पर सर्व श्री, हरि सेन, तरुण निषाद, सुरेंद्र शर्मा, अरुण वर्मा, शैलेंद्र शैली, योगेश वर्मा, मलिक आदिल, राकेश देशमुख, रंजीत साहू, हीना साहू, योगेश सेन, नगीना यादव, संजय शर्मा, प्रमोद साहू, नंदिनी यदु, वरुण सोनी, प्रियांशु देवांगन सहित अन्य लोगों ने बधाई दी है। (1358, 1210, 1532, 1468)
lead-kicker: धान के अलावा गेहूं, अलसी, मसूर की खेती कर किसान कमा रहे मुनाफा (434, 103, 1043, 130)
book-icon (1053, 1367, 1099, 1390)
minority-byline (1169, 288, 1349, 315)
masthead (0, 0, 1557, 58)
brief3-headline: कारगिल विजय दिवस समारोह पर श्रद्धांजली कार्यक्रम का होगा आयोजन (30, 1282, 300, 1322)
machine-shape (1235, 860, 1276, 924)
theft-dateline: कोण्डागांव-रायपुर। (983, 1896, 1051, 1908)
brief3-body (30, 1337, 307, 1834)
building-columns (30, 817, 307, 872)
person-silhouette-icon (860, 1921, 924, 2113)
byline: पीपुल्स संवाददाता ● रायपुर (340, 1882, 437, 1893)
cmyk-k: K (794, 2356, 809, 2371)
column-rule (314, 99, 315, 2331)
person-silhouette-icon (1183, 1918, 1218, 2006)
byline: पीपुल्स संवाददाता ● रायपुर (340, 327, 437, 338)
byline-email[interactable]: editor@peoplessamachar.co.in (340, 342, 491, 352)
theft-col2: लोग भी कार्य कर रहे थे। आरोपियों ने बिना जानकारी दिए 15 जून 2023 को ग्राम जुगानी कलार के इनके अपनाये कैंप एवं ग्राम जैतपुरी से 5 ड्रम डॉग कंडक्टर विद्युत तार कीमती लगभग 15,00,000/- (पन्द्रह लाख) रूपये को चोरी कर ले गए थे। पुलिस ने मामला दर्ज करने के बाद प्रकरण की जांच की और शिकायत सही पाया। इसके बाद आरोपियों की तलाश के दौरान मुखबिर से सूचना मिलने के बाद एवं तकनीकी सहायता से विभिन्न चौक-चौराहों पर लगे सीसीटीवी कैमरे के फुटेज एवं अन्य तकनीकी साक्ष्यों के आधार पर 26 जून को बिलासपुर से चोरी किये गये उपरोक्त संपत्ति की (1166, 2018, 1343, 2204)
nlu-col3: सभा द्वारा उत्साह के साथ सम्मानित प्रकट किया गया। कुलपति के संबोधन के बाद, मंच एक आकर्षक नुक्कड़ नाटक से जीवंत हो उठा, जिसे विधि सहायता और सामाजिक सेवा समिति के प्रेरित और प्रतिभाशाली छात्र स्वयंसेवकों द्वारा प्रस्तुत किया गया। मनोरंजक प्रदर्शन ने नशीली दवाओं की लत के भयानक परिणामों को स्पष्ट रूप से चित्रित किया, जिसने दर्शकों पर स्थायी प्रभाव पड़ा और अभियान का संदेश घर-घर गया। कल्याणी यूनाइटेड रिहैबिलिटेशन सेंटर रायपुर के परामर्शदाता श्री अजय कुमार ने नशीली दवाओं के दुरुपयोग और वास्तविकताओं पर मूल्यवान अंतर्दृष्टि प्रदान की। (1169, 1251, 1343, 1436)
cmyk-m: M (2, 1903, 15, 1916)
college-sign-line1: LATE BALIRAM KASHYAP MEMORIAL (101, 775, 236, 784)
hand-symbol-icon (1233, 209, 1279, 267)
minority-headline: अल्पसंख्यक विभाग की नई कार्यकारिणी घोषित (1169, 105, 1477, 179)
